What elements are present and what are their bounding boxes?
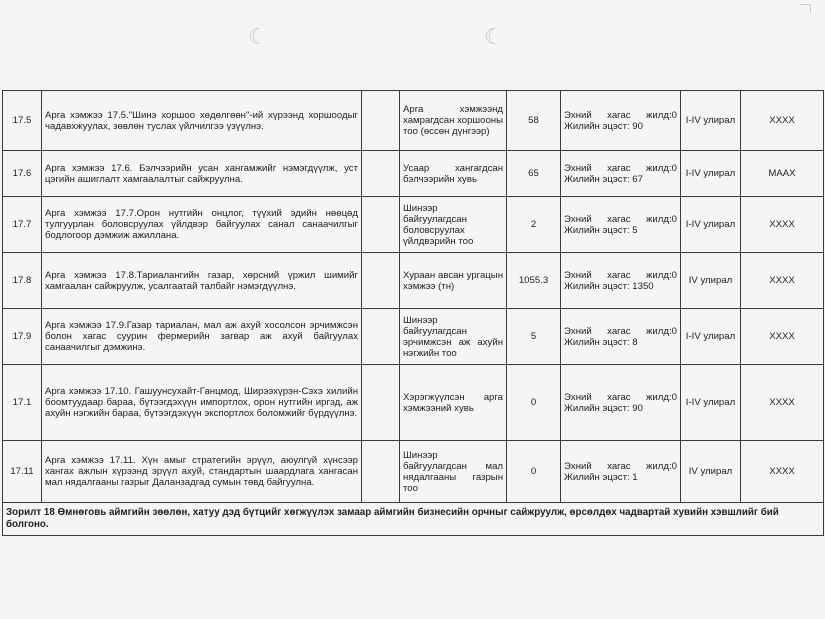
responsible-org: ХХХХ — [741, 309, 824, 365]
table-row — [3, 91, 824, 151]
target-value: Эхний хагас жилд:0 Жилийн эцэст: 8 — [561, 309, 681, 365]
baseline-value: 58 — [507, 91, 561, 151]
period: I-IV улирал — [681, 309, 741, 365]
table-row — [3, 151, 824, 197]
period: I-IV улирал — [681, 91, 741, 151]
target-value: Эхний хагас жилд:0 Жилийн эцэст: 1350 — [561, 253, 681, 309]
table-row — [3, 441, 824, 503]
row-number: 17.9 — [3, 309, 42, 365]
target-value: Эхний хагас жилд:0 Жилийн эцэст: 5 — [561, 197, 681, 253]
baseline-value: 0 — [507, 441, 561, 503]
table-row — [3, 253, 824, 309]
punch-hole-mark-left: ☾ — [248, 25, 268, 50]
target-value: Эхний хагас жилд:0 Жилийн эцэст: 90 — [561, 365, 681, 441]
row-number: 17.1 — [3, 365, 42, 441]
action-description: Арга хэмжээ 17.8.Тариалангийн газар, хөрсний үржил шимийг хамгаалан сайжруулж, усалгаатай талбайг нэмэгдүүлнэ. — [42, 253, 362, 309]
baseline-value: 1055.3 — [507, 253, 561, 309]
indicator: Шинээр байгуулагдсан эрчимжсэн аж ахуйн нэгжийн тоо — [400, 309, 507, 365]
empty-cell — [362, 365, 400, 441]
indicator: Усаар хангагдсан бэлчээрийн хувь — [400, 151, 507, 197]
empty-cell — [362, 151, 400, 197]
goal-text: Зорилт 18 Өмнөговь аймгийн зөөлөн, хатуу дэд бүтцийг хөгжүүлэх замаар аймгийн бизнесийн орчныг сайжруулж, өрсөлдөх чадвартай хувийн хэвшлийг бий болгоно. — [3, 503, 824, 536]
action-description: Арга хэмжээ 17.5."Шинэ хоршоо хөдөлгөөн"-ий хүрээнд хоршоодыг чадавхжуулах, зөвлөн туслах үйлчилгээ үзүүлнэ. — [42, 91, 362, 151]
action-plan-table — [2, 90, 824, 536]
period: I-IV улирал — [681, 365, 741, 441]
empty-cell — [362, 91, 400, 151]
empty-cell — [362, 309, 400, 365]
table-row — [3, 309, 824, 365]
responsible-org: ХХХХ — [741, 197, 824, 253]
row-number: 17.8 — [3, 253, 42, 309]
indicator: Шинээр байгуулагдсан мал нядалгааны газрын тоо — [400, 441, 507, 503]
period: I-IV улирал — [681, 197, 741, 253]
target-value: Эхний хагас жилд:0 Жилийн эцэст: 90 — [561, 91, 681, 151]
responsible-org: МААХ — [741, 151, 824, 197]
responsible-org: ХХХХ — [741, 91, 824, 151]
table-row — [3, 197, 824, 253]
punch-hole-mark-right: ☾ — [484, 25, 504, 50]
responsible-org: ХХХХ — [741, 365, 824, 441]
goal-row — [3, 503, 824, 536]
indicator: Хураан авсан ургацын хэмжээ (тн) — [400, 253, 507, 309]
baseline-value: 0 — [507, 365, 561, 441]
row-number: 17.11 — [3, 441, 42, 503]
period: IV улирал — [681, 253, 741, 309]
action-description: Арга хэмжээ 17.9.Газар тариалан, мал аж ахуй хосолсон эрчимжсэн болон хагас суурин фермерийн загвар аж ахуй байгуулах санаачилгыг дэмжинэ. — [42, 309, 362, 365]
indicator: Хэрэгжүүлсэн арга хэмжээний хувь — [400, 365, 507, 441]
action-description: Арга хэмжээ 17.6. Бэлчээрийн усан хангамжийг нэмэгдүүлж, уст цэгийн ашиглалт хамгаалалтыг сайжруулна. — [42, 151, 362, 197]
responsible-org: ХХХХ — [741, 441, 824, 503]
period: IV улирал — [681, 441, 741, 503]
baseline-value: 5 — [507, 309, 561, 365]
row-number: 17.5 — [3, 91, 42, 151]
empty-cell — [362, 441, 400, 503]
target-value: Эхний хагас жилд:0 Жилийн эцэст: 67 — [561, 151, 681, 197]
scan-corner-mark — [800, 4, 811, 13]
empty-cell — [362, 197, 400, 253]
row-number: 17.7 — [3, 197, 42, 253]
period: I-IV улирал — [681, 151, 741, 197]
baseline-value: 65 — [507, 151, 561, 197]
action-description: Арга хэмжээ 17.7.Орон нутгийн онцлог, түүхий эдийн нөөцөд тулгуурлан боловсруулах үйлдвэр байгуулах санал санаачилгыг бодлогоор дэмжиж ажиллана. — [42, 197, 362, 253]
indicator: Шинээр байгуулагдсан боловсруулах үйлдвэрийн тоо — [400, 197, 507, 253]
table-row — [3, 365, 824, 441]
target-value: Эхний хагас жилд:0 Жилийн эцэст: 1 — [561, 441, 681, 503]
baseline-value: 2 — [507, 197, 561, 253]
responsible-org: ХХХХ — [741, 253, 824, 309]
action-description: Арга хэмжээ 17.11. Хүн амыг стратегийн эрүүл, аюулгүй хүнсээр хангах ажлын хүрээнд эрүүл ахуй, стандартын шаардлага хангасан мал нядалгааны газрыг Даланзадгад сумын төвд байгуулна. — [42, 441, 362, 503]
empty-cell — [362, 253, 400, 309]
row-number: 17.6 — [3, 151, 42, 197]
indicator: Арга хэмжээнд хамрагдсан хоршооны тоо (өссөн дүнгээр) — [400, 91, 507, 151]
action-description: Арга хэмжээ 17.10. Гашуунсухайт-Ганцмод, Ширээхүрэн-Сэхэ хилийн боомтуудаар бараа, бүтээгдэхүүн импортлох, орон нутгийн иргэд, аж ахуйн нэгжийн бараа, бүтээгдэхүүн экспортлох боломжийг бүрдүүлнэ. — [42, 365, 362, 441]
